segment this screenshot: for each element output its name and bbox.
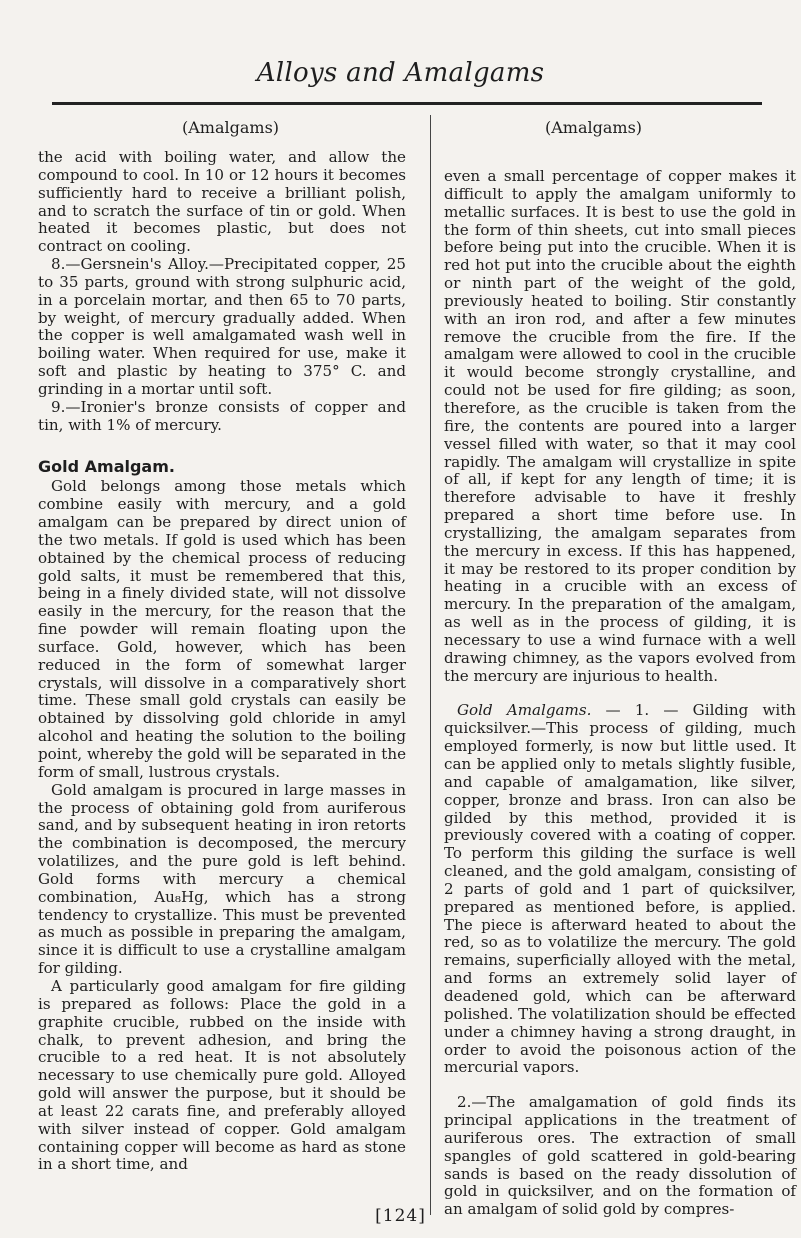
paragraph: even a small percentage of copper makes it difficult to apply the amalgam uniformly to metallic surfaces. It is best to use the gold in the form of thin sheets, cut into small pieces before being put into the crucible. When it is red hot put into the crucible about the eighth or ninth part of the weight of the gold, previously heated to boiling. Stir constantly with an iron rod, and after a few minutes remove the crucible from the fire. If the amalgam were allowed to cool in the crucible it would become strongly crystalline, and could not be used for fire gilding; as soon, therefore, as the crucible is taken from the fire, the contents are poured into a larger vessel filled with water, so that it may cool rapidly. The amalgam will crystallize in spite of all, if kept for any length of time; it is therefore advisable to have it freshly prepared a short time before use. In crystallizing, the amalgam separates from the mercury in excess. If this has happened, it may be restored to its proper condition by heating in a crucible with an excess of mercury. In the preparation of the amalgam, as well as in the process of gilding, it is necessary to use a wind furnace with a well drawing chimney, as the vapors evolved from the mercury are injurious to health.	[444, 167, 796, 685]
section-heading: Gold Amalgam.	[38, 456, 175, 476]
paragraph-body: — 1. — Gilding with quicksilver.—This process of gilding, much employed formerly, is now but little used. It can be applied only to metals slightly fusible, and capable of amalgamation, like silver, copper, bronze and brass. Iron can also be gilded by this method, provided it is previously covered with a coating of copper. To perform this gilding the surface is well cleaned, and the gold amalgam, consisting of 2 parts of gold and 1 part of quicksilver, prepared as mentioned before, is applied. The piece is afterward heated to about the red, so as to volatilize the mercury. The gold remains, superficially alloyed with the metal, and forms an extremely solid layer of deadened gold, which can be afterward polished. The volatilization should be effected under a chimney having a strong draught, in order to avoid the poisonous action of the mercurial vapors.	[444, 701, 796, 1077]
page-number: [124]	[375, 1206, 426, 1226]
paragraph: the acid with boiling water, and allow the compound to cool. In 10 or 12 hours it becomes sufficiently hard to receive a brilliant polish, and to scratch the surface of tin or gold. When heated it becomes plastic, but does not contract on cooling.	[38, 148, 406, 256]
paragraph	[444, 702, 796, 1077]
paragraph: Gold amalgam is procured in large masses in the process of obtaining gold from auriferous sand, and by subsequent heating in iron retorts the combination is decomposed, the mercury volatilizes, and the pure gold is left behind. Gold forms with mercury a chemical combination, Au₈Hg, which has a strong tendency to crystallize. This must be prevented as much as possible in preparing the amalgam, since it is difficult to use a crystalline amalgam for gilding.	[38, 780, 406, 978]
right-column	[444, 168, 796, 1219]
paragraph: 8.—Gersnein's Alloy.—Precipitated copper, 25 to 35 parts, ground with strong sulphuric acid, in a porcelain mortar, and then 65 to 70 parts, by weight, of mercury gradually added. When the copper is well amalgamated wash well in boiling water. When required for use, make it soft and plastic by heating to 375° C. and grinding in a mortar until soft.	[38, 255, 406, 398]
right-column-label: (Amalgams)	[545, 118, 643, 137]
paragraph-lead: Gold Amalgams.	[457, 701, 592, 720]
left-column-label: (Amalgams)	[182, 118, 280, 137]
paragraph: Gold belongs among those metals which combine easily with mercury, and a gold amalgam can be prepared by direct union of the two metals. If gold is used which has been obtained by the chemical process of reducing gold salts, it must be remembered that this, being in a finely divided state, will not dissolve easily in the mercury, for the reason that the fine powder will remain floating upon the surface. Gold, however, which has been reduced in the form of somewhat larger crystals, will dissolve in a comparatively short time. These small gold crystals can easily be obtained by dissolving gold chloride in amyl alcohol and heating the solution to the boiling point, whereby the gold will be separated in the form of small, lustrous crystals.	[38, 477, 406, 781]
header-rule	[52, 102, 762, 105]
paragraph: 9.—Ironier's bronze consists of copper and tin, with 1% of mercury.	[38, 397, 406, 434]
paragraph: 2.—The amalgamation of gold finds its principal applications in the treatment of auriferous ores. The extraction of small spangles of gold scattered in gold-bearing sands is based on the ready dissolution of gold in quicksilver, and on the formation of an amalgam of solid gold by compres-	[444, 1093, 796, 1219]
running-title: Alloys and Amalgams	[256, 58, 545, 88]
left-column	[38, 149, 406, 1174]
paragraph: A particularly good amalgam for fire gilding is prepared as follows: Place the gold in a graphite crucible, rubbed on the inside with chalk, to prevent adhesion, and bring the crucible to a red heat. It is not absolutely necessary to use chemically pure gold. Alloyed gold will answer the purpose, but it should be at least 22 carats fine, and preferably alloyed with silver instead of copper. Gold amalgam containing copper will become as hard as stone in a short time, and	[38, 976, 406, 1174]
column-divider	[430, 115, 431, 1215]
